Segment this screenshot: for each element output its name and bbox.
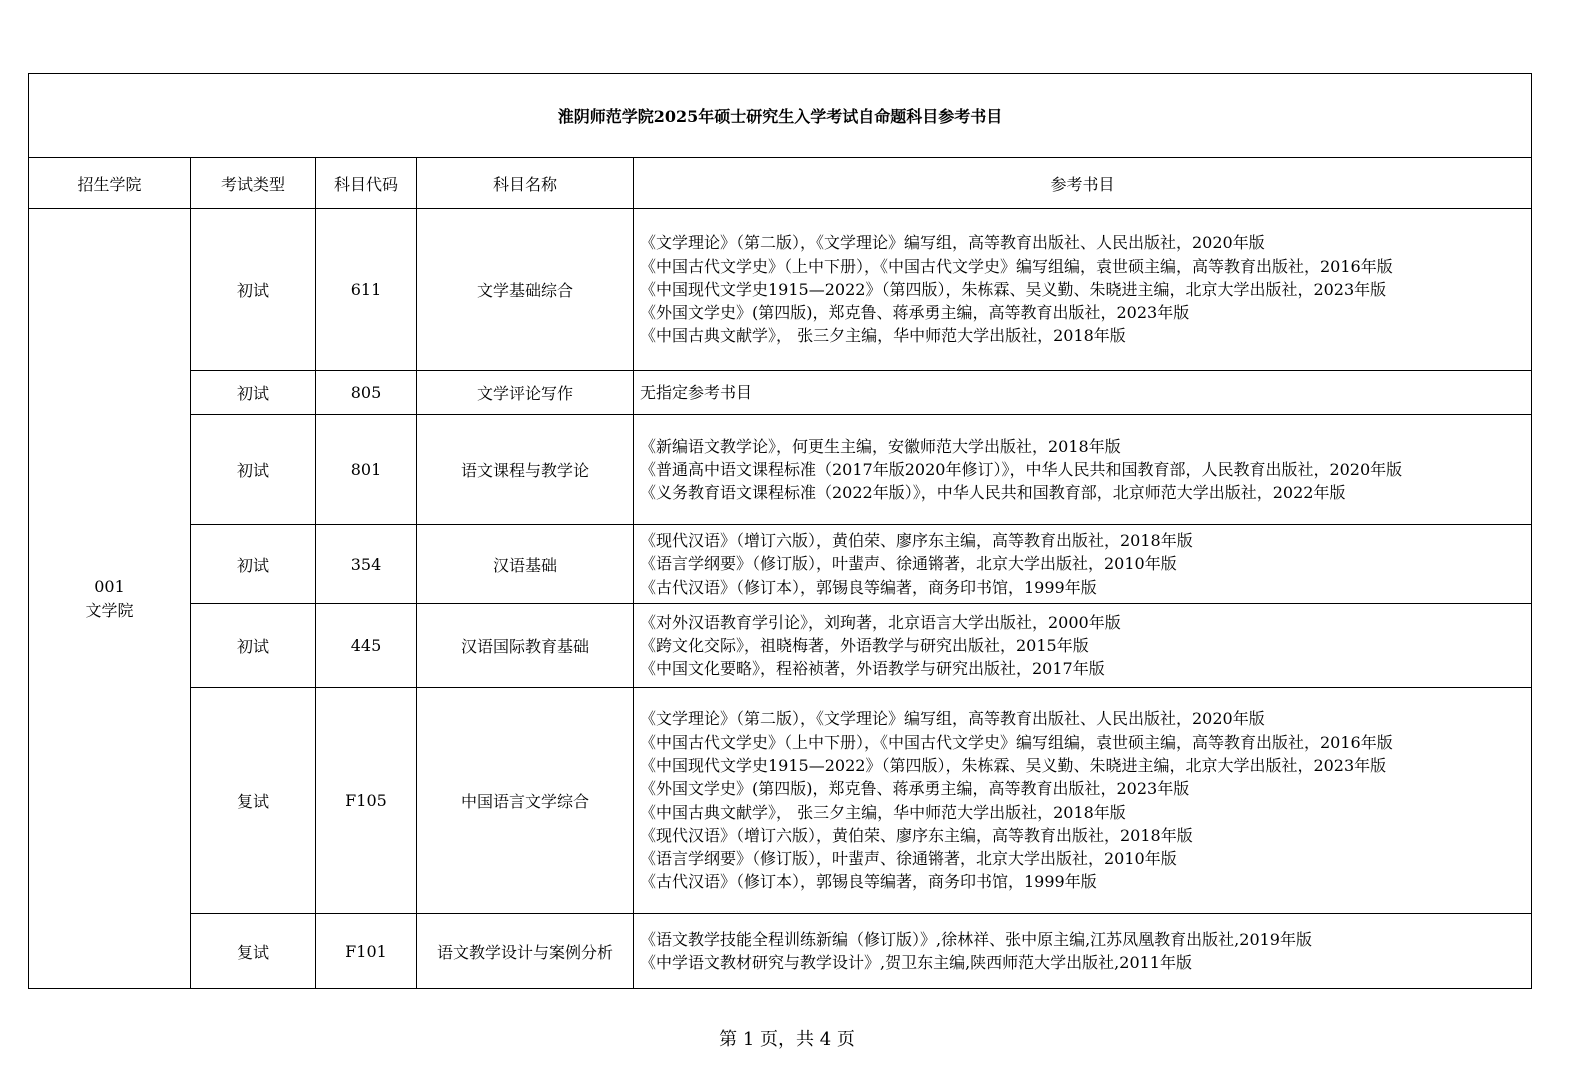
book-entry: 《外国文学史》(第四版)，郑克鲁、蒋承勇主编，高等教育出版社，2023年版 (640, 779, 1190, 799)
reference-books-cell (634, 415, 1532, 525)
table-row (29, 688, 1532, 914)
subject-name-cell: 汉语基础 (417, 525, 634, 604)
subject-name-cell: 文学基础综合 (417, 209, 634, 371)
college-cell (29, 209, 191, 989)
exam-type-cell: 初试 (191, 415, 316, 525)
book-entry: 《跨文化交际》，祖晓梅著，外语教学与研究出版社，2015年版 (640, 635, 1089, 655)
table-row (29, 914, 1532, 989)
reference-books-cell (634, 209, 1532, 371)
subject-code-cell: 805 (316, 371, 417, 415)
page-title: 淮阴师范学院2025年硕士研究生入学考试自命题科目参考书目 (29, 74, 1532, 158)
exam-type-cell: 初试 (191, 525, 316, 604)
book-entry: 《古代汉语》（修订本），郭锡良等编著，商务印书馆，1999年版 (640, 577, 1097, 597)
book-entry: 《对外汉语教育学引论》，刘珣著，北京语言大学出版社，2000年版 (640, 612, 1121, 632)
reference-books-cell (634, 525, 1532, 604)
subject-code-cell: F105 (316, 688, 417, 914)
book-entry: 《语言学纲要》（修订版），叶蜚声、徐通锵著，北京大学出版社，2010年版 (640, 849, 1177, 869)
table-row (29, 525, 1532, 604)
subject-name-cell: 中国语言文学综合 (417, 688, 634, 914)
book-entry: 《语言学纲要》（修订版），叶蜚声、徐通锵著，北京大学出版社，2010年版 (640, 554, 1177, 574)
table-row (29, 209, 1532, 371)
subject-name-cell: 文学评论写作 (417, 371, 634, 415)
college-name: 文学院 (85, 600, 134, 620)
exam-type-cell: 初试 (191, 371, 316, 415)
page-footer: 第 1 页，共 4 页 (719, 1029, 855, 1050)
book-entry: 《中国古代文学史》（上中下册），《中国古代文学史》编写组编，袁世硕主编，高等教育出版社，2016年版 (640, 256, 1393, 276)
book-entry: 《中国文化要略》，程裕祯著，外语教学与研究出版社，2017年版 (640, 659, 1105, 679)
book-entry: 《中国现代文学史1915—2022》（第四版），朱栋霖、吴义勤、朱晓进主编，北京大学出版社，2023年版 (640, 755, 1387, 775)
table-body (29, 209, 1532, 989)
header-subject-code: 科目代码 (316, 158, 417, 209)
subject-code-cell: 445 (316, 604, 417, 688)
exam-type-cell: 初试 (191, 209, 316, 371)
book-entry: 《文学理论》（第二版），《文学理论》编写组，高等教育出版社、人民出版社，2020年版 (640, 233, 1265, 253)
book-entry: 《现代汉语》（增订六版），黄伯荣、廖序东主编，高等教育出版社，2018年版 (640, 825, 1193, 845)
table-header-row (29, 158, 1532, 209)
subject-code-cell: 611 (316, 209, 417, 371)
book-entry: 《中国现代文学史1915—2022》（第四版），朱栋霖、吴义勤、朱晓进主编，北京大学出版社，2023年版 (640, 279, 1387, 299)
reference-books-cell (634, 371, 1532, 415)
exam-type-cell: 复试 (191, 688, 316, 914)
book-entry: 《中学语文教材研究与教学设计》,贺卫东主编,陕西师范大学出版社,2011年版 (640, 953, 1192, 972)
header-reference-books: 参考书目 (634, 158, 1532, 209)
header-subject-name: 科目名称 (417, 158, 634, 209)
table-row (29, 371, 1532, 415)
subject-code-cell: F101 (316, 914, 417, 989)
college-code: 001 (94, 576, 125, 596)
book-entry: 《普通高中语文课程标准（2017年版2020年修订）》，中华人民共和国教育部，人民教育出版社，2020年版 (640, 459, 1403, 479)
book-entry: 《中国古典文献学》， 张三夕主编，华中师范大学出版社，2018年版 (640, 326, 1126, 346)
reference-book-table (28, 73, 1532, 989)
reference-books-cell (634, 604, 1532, 688)
subject-code-cell: 354 (316, 525, 417, 604)
table-row (29, 415, 1532, 525)
book-entry: 《新编语文教学论》，何更生主编，安徽师范大学出版社，2018年版 (640, 436, 1121, 456)
table-row (29, 604, 1532, 688)
book-entry: 《义务教育语文课程标准（2022年版）》，中华人民共和国教育部，北京师范大学出版社，2022年版 (640, 483, 1346, 503)
exam-type-cell: 复试 (191, 914, 316, 989)
book-entry: 《中国古代文学史》（上中下册），《中国古代文学史》编写组编，袁世硕主编，高等教育出版社，2016年版 (640, 732, 1393, 752)
subject-name-cell: 语文课程与教学论 (417, 415, 634, 525)
book-entry: 《外国文学史》(第四版)，郑克鲁、蒋承勇主编，高等教育出版社，2023年版 (640, 303, 1190, 323)
subject-code-cell: 801 (316, 415, 417, 525)
header-college: 招生学院 (29, 158, 191, 209)
reference-books-cell (634, 688, 1532, 914)
header-exam-type: 考试类型 (191, 158, 316, 209)
book-entry: 《语文教学技能全程训练新编（修订版）》,徐林祥、张中原主编,江苏凤凰教育出版社,2019年版 (640, 929, 1312, 949)
subject-name-cell: 汉语国际教育基础 (417, 604, 634, 688)
exam-type-cell: 初试 (191, 604, 316, 688)
reference-books-cell (634, 914, 1532, 989)
book-entry: 《中国古典文献学》， 张三夕主编，华中师范大学出版社，2018年版 (640, 802, 1126, 822)
book-entry: 《现代汉语》（增订六版），黄伯荣、廖序东主编，高等教育出版社，2018年版 (640, 531, 1193, 551)
book-entry: 《文学理论》（第二版），《文学理论》编写组，高等教育出版社、人民出版社，2020年版 (640, 709, 1265, 729)
book-entry: 《古代汉语》（修订本），郭锡良等编著，商务印书馆，1999年版 (640, 872, 1097, 892)
subject-name-cell: 语文教学设计与案例分析 (417, 914, 634, 989)
book-entry: 无指定参考书目 (640, 382, 753, 402)
